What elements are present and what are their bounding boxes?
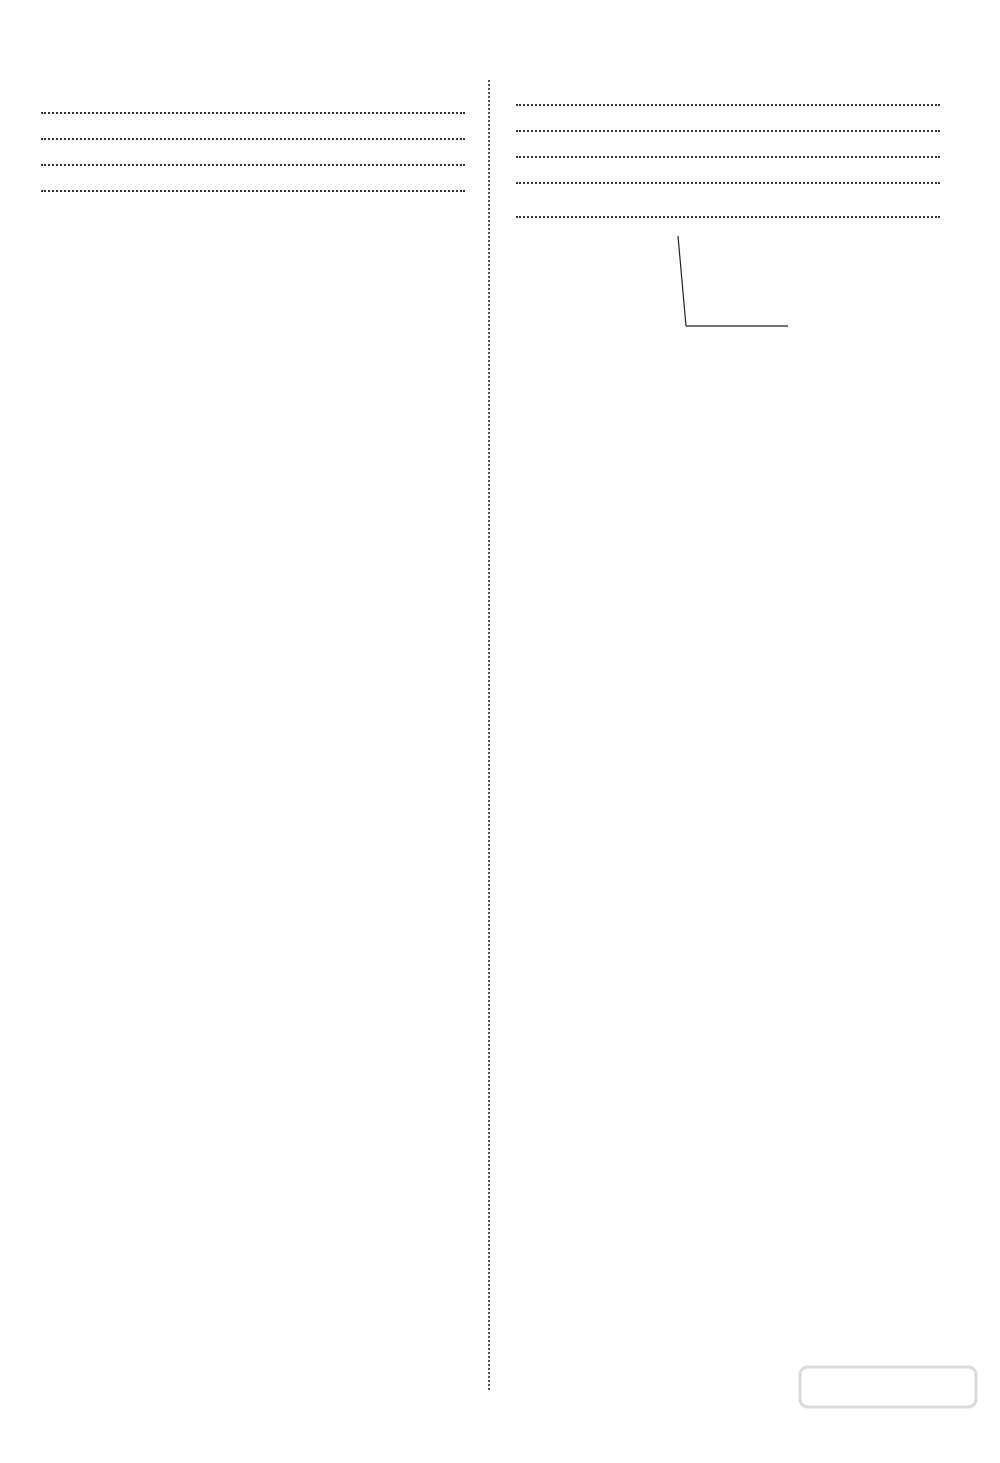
dotted-leader bbox=[41, 154, 465, 166]
subsection-header bbox=[508, 120, 948, 132]
subsection-header bbox=[33, 154, 473, 166]
dotted-leader bbox=[41, 128, 465, 140]
angle-aob-diagram bbox=[658, 226, 798, 346]
right-column bbox=[508, 80, 948, 356]
subsection-header bbox=[508, 146, 948, 158]
subsection-header bbox=[508, 206, 948, 218]
angle-figure bbox=[658, 226, 948, 350]
left-column bbox=[33, 80, 473, 200]
subsection-header bbox=[33, 128, 473, 140]
subsection-header bbox=[33, 180, 473, 192]
ray-oa bbox=[678, 236, 686, 326]
dotted-leader bbox=[516, 94, 940, 106]
dotted-leader bbox=[516, 206, 940, 218]
dotted-leader bbox=[516, 120, 940, 132]
page-header bbox=[936, 44, 944, 64]
subsection-header bbox=[508, 172, 948, 184]
dotted-leader bbox=[516, 172, 940, 184]
subsection-header bbox=[508, 94, 948, 106]
dotted-leader bbox=[41, 180, 465, 192]
dotted-leader bbox=[41, 102, 465, 114]
watermark-logo bbox=[798, 1365, 978, 1435]
subsection-header bbox=[33, 102, 473, 114]
dotted-leader bbox=[516, 146, 940, 158]
column-divider bbox=[488, 80, 490, 1390]
